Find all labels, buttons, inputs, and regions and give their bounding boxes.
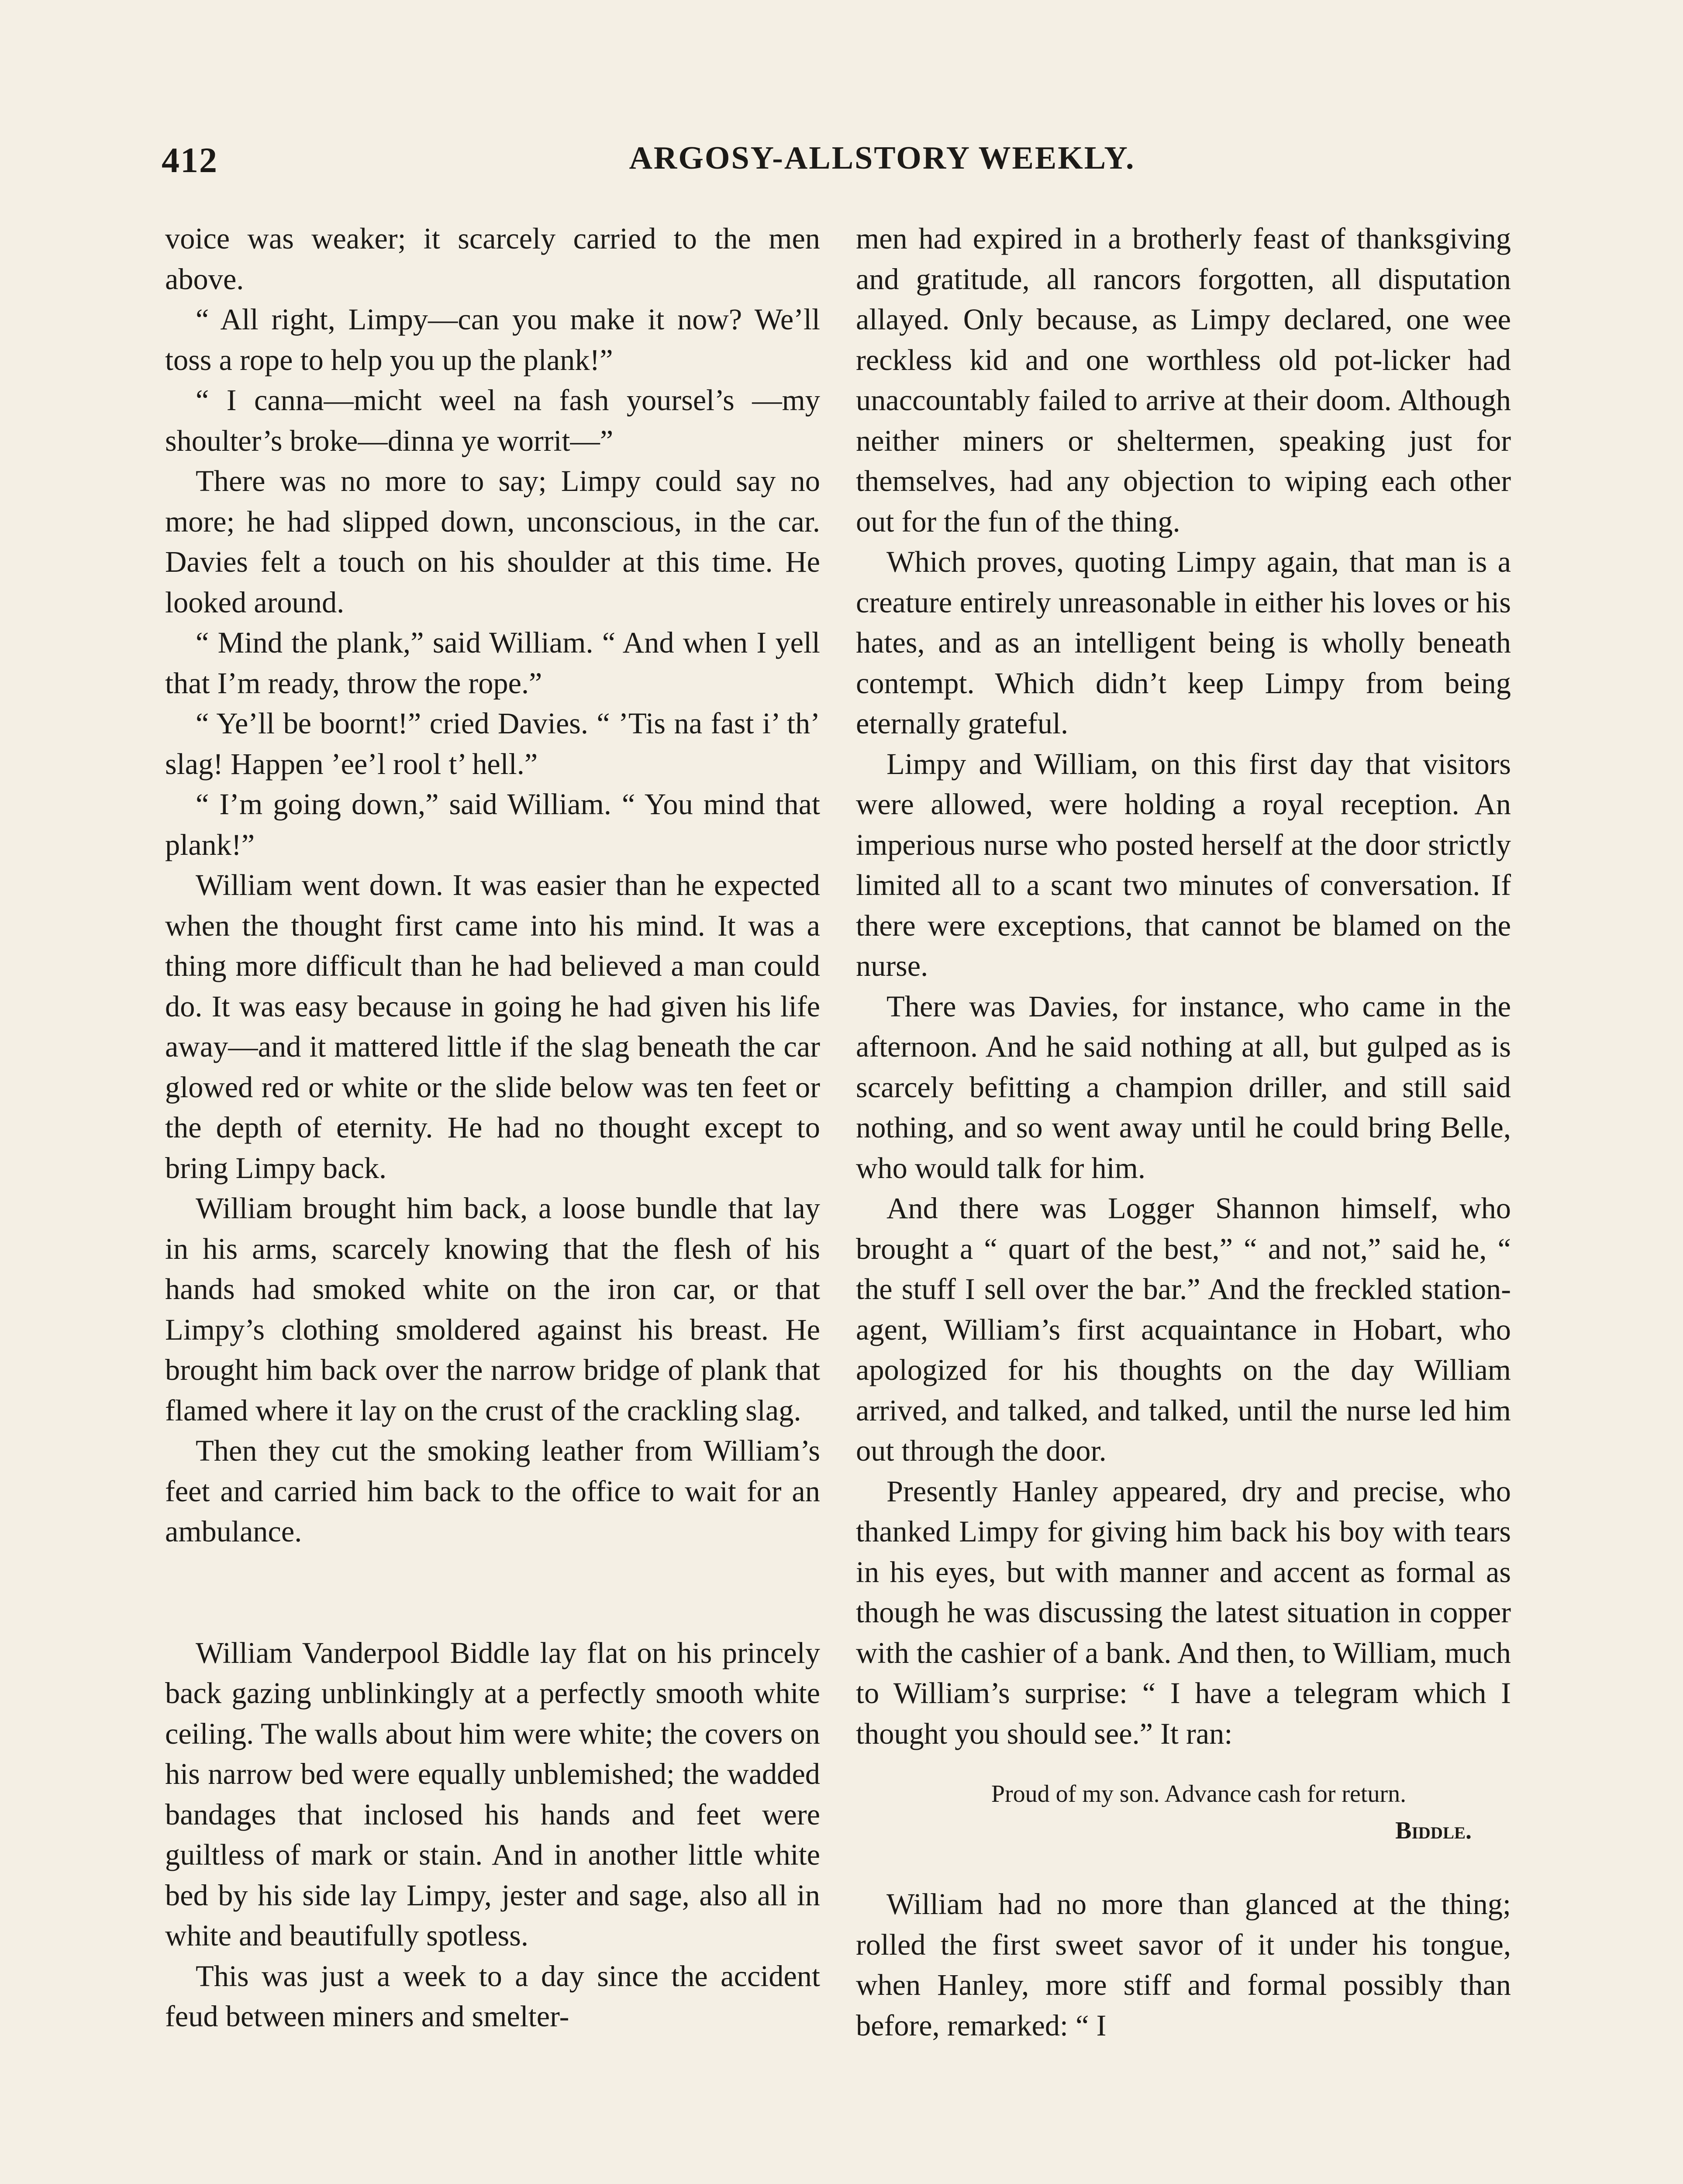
- paragraph: There was Davies, for instance, who came in the afternoon. And he said nothing at all, but gulped as is scarcely befitting a champion driller, and still said nothing, and so went away until he could bring Belle, who would talk for him.: [856, 989, 1511, 1185]
- telegram-quote: [856, 1776, 1511, 1849]
- paragraph: “ I’m going down,” said William. “ You mind that plank!”: [165, 788, 820, 861]
- telegram-signature: Biddle.: [1395, 1817, 1472, 1844]
- running-head: ARGOSY-ALLSTORY WEEKLY.: [629, 140, 1135, 176]
- paragraph: William went down. It was easier than he expected when the thought first came into his mind. It was a thing more difficult than he had believed a man could do. It was easy because in going he had given his life away—and it mattered little if the slag beneath the car glowed red or white or the slide below was ten feet or the depth of eternity. He had no thought except to bring Limpy back.: [165, 868, 820, 1185]
- telegram-text: Proud of my son. Advance cash for return.: [991, 1780, 1407, 1807]
- paragraph: men had expired in a brotherly feast of thanksgiving and gratitude, all rancors forgotten, all disputation allayed. Only because, as Limpy declared, one wee reckless kid and one worthless old pot-licker had unaccountably failed to arrive at their doom. Although neither miners or sheltermen, speaking just for themselves, had any objection to wiping each other out for the fun of the thing.: [856, 222, 1511, 538]
- paragraph: “ Mind the plank,” said William. “ And when I yell that I’m ready, throw the rope.”: [165, 626, 820, 700]
- paragraph: And there was Logger Shannon himself, who brought a “ quart of the best,” “ and not,” said he, “ the stuff I sell over the bar.” And the freckled station-agent, William’s first acquaintance in Hobart, who apologized for his thoughts on the day William arrived, and talked, and talked, until the nurse led him out through the door.: [856, 1192, 1511, 1467]
- paragraph: Then they cut the smoking leather from William’s feet and carried him back to the office to wait for an ambulance.: [165, 1434, 820, 1548]
- paragraph: There was no more to say; Limpy could say no more; he had slipped down, unconscious, in the car. Davies felt a touch on his shoulder at this time. He looked around.: [165, 464, 820, 619]
- paragraph: “ Ye’ll be boornt!” cried Davies. “ ’Tis na fast i’ th’ slag! Happen ’ee’l rool t’ hell.”: [165, 707, 820, 781]
- paragraph: “ I canna—micht weel na fash yoursel’s —my shoulter’s broke—dinna ye worrit—”: [165, 384, 820, 457]
- left-column: [165, 218, 820, 2037]
- paragraph: “ All right, Limpy—can you make it now? We’ll toss a rope to help you up the plank!”: [165, 303, 820, 377]
- page-number: 412: [162, 140, 218, 180]
- paragraph: Limpy and William, on this first day that visitors were allowed, were holding a royal reception. An imperious nurse who posted herself at the door strictly limited all to a scant two minutes of conversation. If there were exceptions, that cannot be blamed on the nurse.: [856, 747, 1511, 982]
- paragraph: Which proves, quoting Limpy again, that man is a creature entirely unreasonable in either his loves or his hates, and as an intelligent being is wholly beneath contempt. Which didn’t keep Limpy from being eternally grateful.: [856, 545, 1511, 740]
- paragraph: William brought him back, a loose bundle that lay in his arms, scarcely knowing that the flesh of his hands had smoked white on the iron car, or that Limpy’s clothing smoldered against his breast. He brought him back over the narrow bridge of plank that flamed where it lay on the crust of the crackling slag.: [165, 1192, 820, 1427]
- page-header: [162, 140, 1520, 197]
- paragraph: William had no more than glanced at the thing; rolled the first sweet savor of it under his tongue, when Hanley, more stiff and formal possibly than before, remarked: “ I: [856, 1887, 1511, 2042]
- paragraph: This was just a week to a day since the accident feud between miners and smelter-: [165, 1959, 820, 2033]
- right-column: [856, 218, 1511, 2046]
- section-break: [165, 1552, 820, 1633]
- paragraph: Presently Hanley appeared, dry and precise, who thanked Limpy for giving him back his boy with tears in his eyes, but with manner and accent as formal as though he was discussing the latest situation in copper with the cashier of a bank. And then, to William, much to William’s surprise: “ I have a telegram which I thought you should see.” It ran:: [856, 1474, 1511, 1750]
- paragraph: voice was weaker; it scarcely carried to the men above.: [165, 222, 820, 296]
- paragraph: William Vanderpool Biddle lay flat on his princely back gazing unblinkingly at a perfectly smooth white ceiling. The walls about him were white; the covers on his narrow bed were equally unblemished; the wadded bandages that inclosed his hands and feet were guiltless of mark or stain. And in another little white bed by his side lay Limpy, jester and sage, also all in white and beautifully spotless.: [165, 1636, 820, 1952]
